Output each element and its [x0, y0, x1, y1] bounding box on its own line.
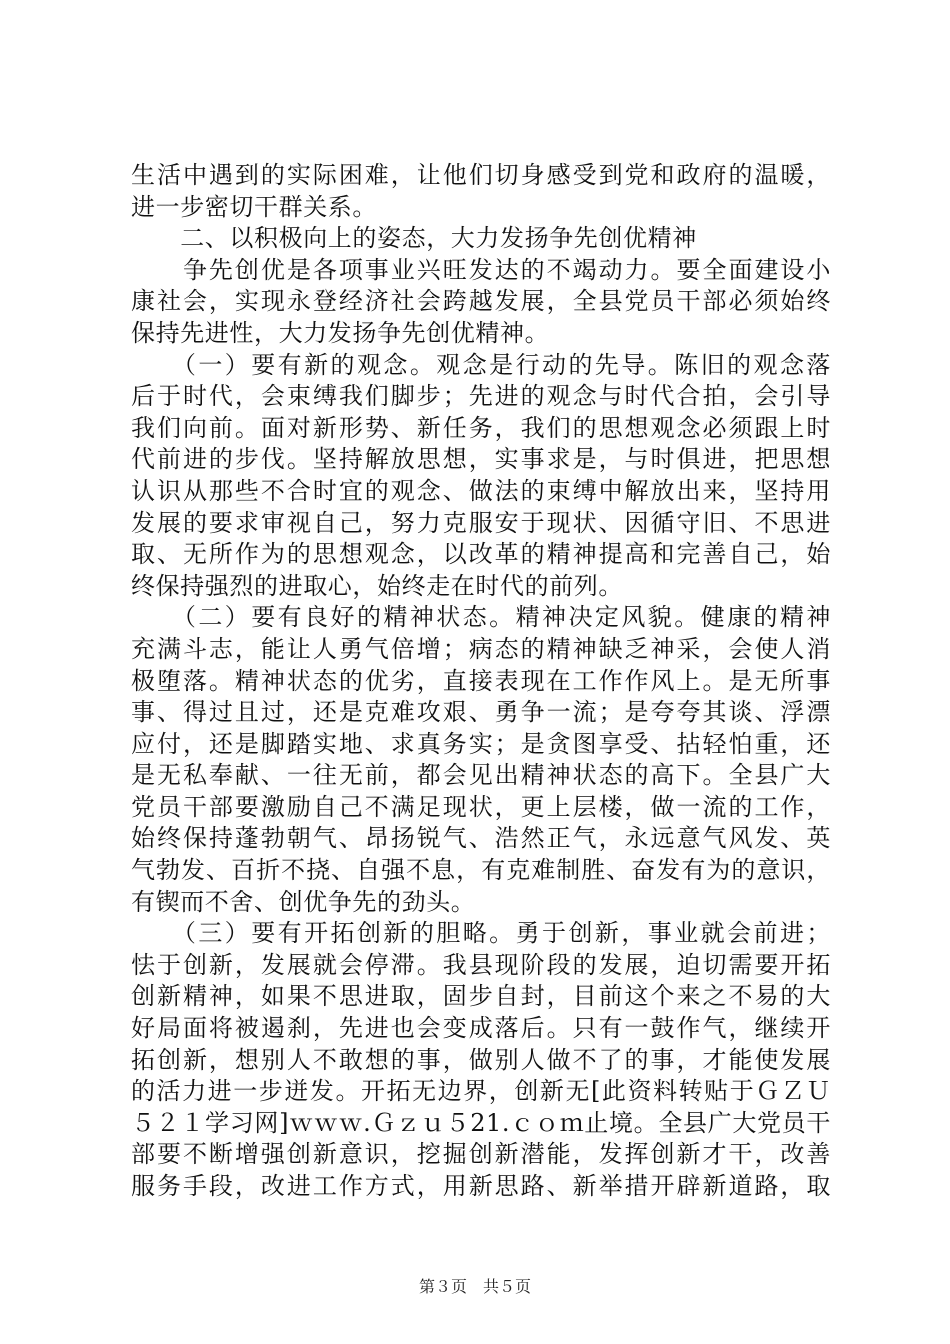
text-line: 创新精神，如果不思进取，固步自封，目前这个来之不易的大: [131, 982, 831, 1011]
text-line: 终保持强烈的进取心，始终走在时代的前列。: [131, 571, 623, 600]
text-line: 怯于创新，发展就会停滞。我县现阶段的发展，迫切需要开拓: [131, 950, 831, 979]
text-line: 气勃发、百折不挠、自强不息，有克难制胜、奋发有为的意识，: [131, 856, 831, 885]
text-line: 取、无所作为的思想观念，以改革的精神提高和完善自己，始: [131, 540, 831, 569]
text-line: 好局面将被遏刹，先进也会变成落后。只有一鼓作气，继续开: [131, 1014, 831, 1043]
text-line: 争先创优是各项事业兴旺发达的不竭动力。要全面建设小: [131, 255, 831, 284]
text-line: 服务手段，改进工作方式，用新思路、新举措开辟新道路，取: [131, 1172, 831, 1200]
text-line: 发展的要求审视自己，努力克服安于现状、因循守旧、不思进: [131, 508, 831, 537]
text-line: 我们向前。面对新形势、新任务，我们的思想观念必须跟上时: [131, 413, 831, 442]
text-line: 部要不断增强创新意识，挖掘创新潜能，发挥创新才干，改善: [131, 1140, 831, 1169]
text-line: 拓创新，想别人不敢想的事，做别人做不了的事，才能使发展: [131, 1045, 831, 1074]
text-line: 应付，还是脚踏实地、求真务实；是贪图享受、拈轻怕重，还: [131, 729, 831, 758]
text-line: 党员干部要激励自己不满足现状，更上层楼，做一流的工作，: [131, 792, 831, 821]
text-line: 代前进的步伐。坚持解放思想，实事求是，与时俱进，把思想: [131, 445, 831, 474]
text-line: 事、得过且过，还是克难攻艰、勇争一流；是夸夸其谈、浮漂: [131, 698, 831, 727]
text-line: 认识从那些不合时宜的观念、做法的束缚中解放出来，坚持用: [131, 476, 831, 505]
text-line: 保持先进性，大力发扬争先创优精神。: [131, 318, 550, 347]
text-line: （二）要有良好的精神状态。精神决定风貌。健康的精神: [131, 603, 831, 632]
document-body: [131, 160, 831, 1203]
text-line: （三）要有开拓创新的胆略。勇于创新，事业就会前进；: [131, 919, 831, 948]
text-line: 有锲而不舍、创优争先的劲头。: [131, 887, 476, 916]
text-line: 极堕落。精神状态的优劣，直接表现在工作作风上。是无所事: [131, 666, 831, 695]
text-line: 二、以积极向上的姿态，大力发扬争先创优精神: [131, 224, 697, 253]
text-line: ５２１学习网]ｗｗｗ.Ｇｚｕ５21.ｃｏｍ止境。全县广大党员干: [131, 1108, 831, 1137]
text-line: 始终保持蓬勃朝气、昂扬锐气、浩然正气，永远意气风发、英: [131, 824, 831, 853]
page-footer: 第３页 共５页: [418, 1277, 531, 1296]
text-line: （一）要有新的观念。观念是行动的先导。陈旧的观念落: [131, 350, 831, 379]
text-line: 进一步密切干群关系。: [131, 192, 377, 221]
text-line: 充满斗志，能让人勇气倍增；病态的精神缺乏神采，会使人消: [131, 634, 831, 663]
text-line: 的活力进一步迸发。开拓无边界，创新无[此资料转贴于ＧＺＵ: [131, 1077, 831, 1106]
text-line: 生活中遇到的实际困难，让他们切身感受到党和政府的温暖，: [131, 161, 831, 189]
text-line: 是无私奉献、一往无前，都会见出精神状态的高下。全县广大: [131, 761, 831, 790]
text-line: 康社会，实现永登经济社会跨越发展，全县党员干部必须始终: [131, 287, 831, 316]
text-line: 后于时代，会束缚我们脚步；先进的观念与时代合拍，会引导: [131, 382, 831, 411]
